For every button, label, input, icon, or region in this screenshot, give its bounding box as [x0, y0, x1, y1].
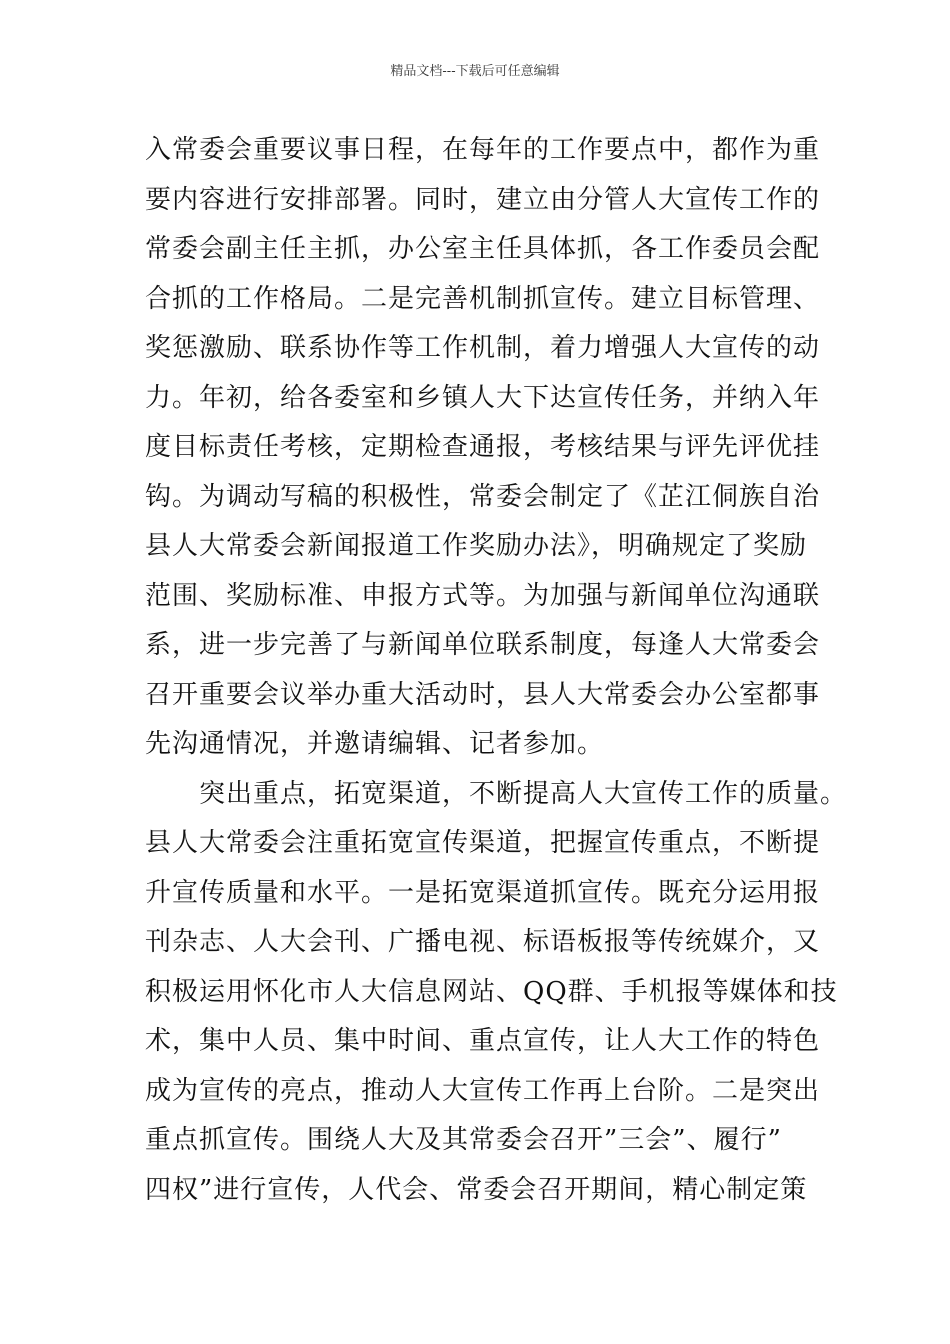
text-line: 升宣传质量和水平。一是拓宽渠道抓宣传。既充分运用报 — [145, 877, 821, 908]
text-line: 度目标责任考核，定期检查通报，考核结果与评先评优挂 — [145, 432, 821, 462]
text-line: 入常委会重要议事日程，在每年的工作要点中，都作为重 — [145, 135, 821, 165]
text-line: 刊杂志、人大会刊、广播电视、标语板报等传统媒介，又 — [145, 927, 821, 957]
text-line: 系，进一步完善了与新闻单位联系制度，每逢人大常委会 — [145, 630, 821, 660]
text-line: 成为宣传的亮点，推动人大宣传工作再上台阶。二是突出 — [145, 1075, 821, 1106]
text-line: 重点抓宣传。围绕人大及其常委会召开”三会”、履行” — [145, 1125, 782, 1155]
text-line: 县人大常委会注重拓宽宣传渠道，把握宣传重点，不断提 — [145, 828, 821, 858]
text-line: 积极运用怀化市人大信息网站、QQ群、手机报等媒体和技 — [145, 976, 838, 1007]
text-line: 县人大常委会新闻报道工作奖励办法》，明确规定了奖励 — [145, 531, 808, 561]
text-line: 奖惩激励、联系协作等工作机制，着力增强人大宣传的动 — [145, 333, 821, 363]
text-line: 先沟通情况，并邀请编辑、记者参加。 — [145, 729, 605, 759]
text-line: 合抓的工作格局。二是完善机制抓宣传。建立目标管理、 — [145, 283, 821, 314]
text-line: 范围、奖励标准、申报方式等。为加强与新闻单位沟通联 — [145, 580, 821, 611]
text-line: 要内容进行安排部署。同时，建立由分管人大宣传工作的 — [145, 184, 821, 215]
document-body — [145, 126, 848, 1215]
text-line: 四权”进行宣传，人代会、常委会召开期间，精心制定策 — [145, 1174, 808, 1205]
text-line: 力。年初，给各委室和乡镇人大下达宣传任务，并纳入年 — [145, 382, 821, 413]
text-line: 术，集中人员、集中时间、重点宣传，让人大工作的特色 — [145, 1026, 821, 1056]
page-header: 精品文档---下载后可任意编辑 — [390, 64, 560, 79]
paragraph-heading-line: 突出重点，拓宽渠道，不断提高人大宣传工作的质量。 — [199, 778, 848, 809]
text-line: 钩。为调动写稿的积极性，常委会制定了《芷江侗族自治 — [145, 481, 821, 512]
text-line: 常委会副主任主抓，办公室主任具体抓，各工作委员会配 — [145, 234, 821, 264]
text-line: 召开重要会议举办重大活动时，县人大常委会办公室都事 — [145, 679, 821, 710]
